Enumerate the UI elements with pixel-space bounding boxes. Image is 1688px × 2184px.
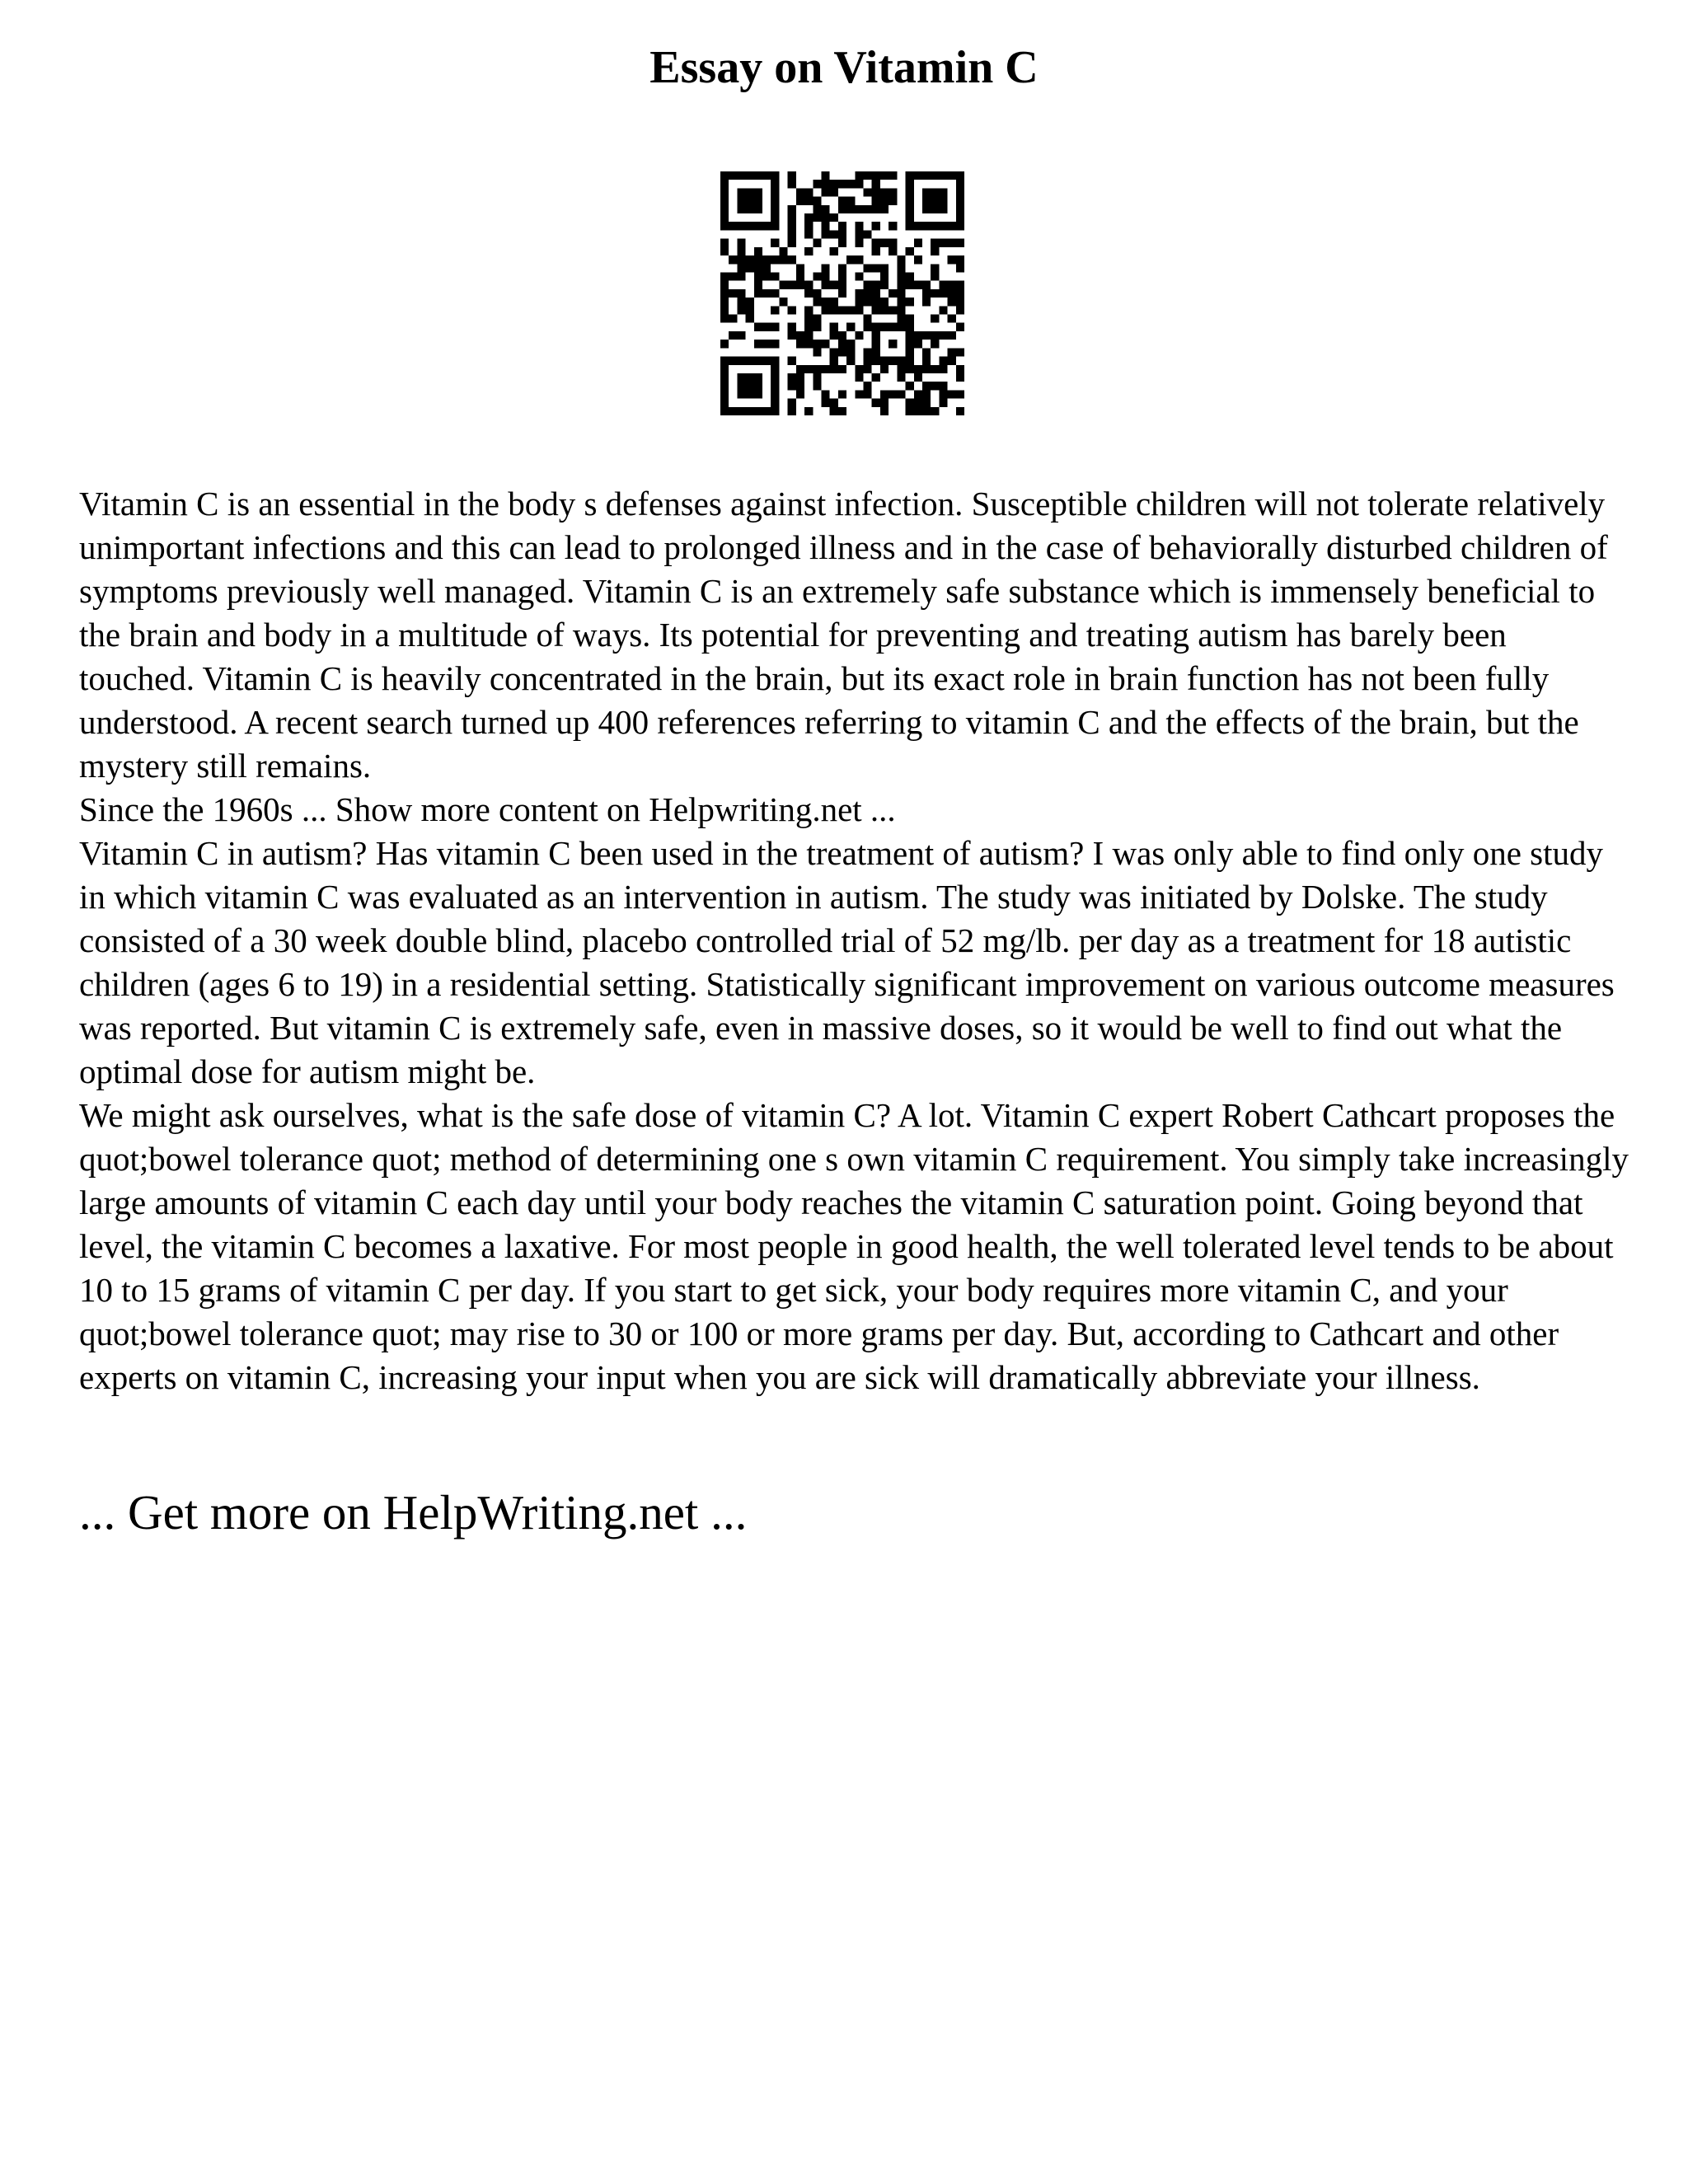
page-title: Essay on Vitamin C xyxy=(649,42,1039,93)
paragraph-intro: Vitamin C is an essential in the body s defenses against infection. Susceptible children will not tolerate relatively unimportant infections and this can lead to prolonged illness and in the case of behaviorally disturbed children of symptoms previously well managed. Vitamin C is an extremely safe substance which is immensely beneficial to the brain and body in a multitude of ways. Its potential for preventing and treating autism has barely been touched. Vitamin C is heavily concentrated in the brain, but its exact role in brain function has not been fully understood. A recent search turned up 400 references referring to vitamin C and the effects of the brain, but the mystery still remains. xyxy=(79,485,1608,785)
paragraph-dose: We might ask ourselves, what is the safe dose of vitamin C? A lot. Vitamin C expert Robert Cathcart proposes the quot;bowel tolerance quot; method of determining one s own vitamin C requirement. You simply take increasingly large amounts of vitamin C each day until your body reaches the vitamin C saturation point. Going beyond that level, the vitamin C becomes a laxative. For most people in good health, the well tolerated level tends to be about 10 to 15 grams of vitamin C per day. If you start to get sick, your body requires more vitamin C, and your quot;bowel tolerance quot; may rise to 30 or 100 or more grams per day. But, according to Cathcart and other experts on vitamin C, increasing your input when you are sick will dramatically abbreviate your illness. xyxy=(79,1096,1629,1396)
qr-code-graphic xyxy=(720,171,964,415)
get-more-link[interactable]: ... Get more on HelpWriting.net ... xyxy=(79,1485,748,1540)
show-more-link[interactable]: Since the 1960s ... Show more content on Helpwriting.net ... xyxy=(79,790,896,828)
qr-code-icon xyxy=(720,171,964,415)
paragraph-autism: Vitamin C in autism? Has vitamin C been used in the treatment of autism? I was only able to find only one study in which vitamin C was evaluated as an intervention in autism. The study was initiated by Dolske. The study consisted of a 30 week double blind, placebo controlled trial of 52 mg/lb. per day as a treatment for 18 autistic children (ages 6 to 19) in a residential setting. Statistically significant improvement on various outcome measures was reported. But vitamin C is extremely safe, even in massive doses, so it would be well to find out what the optimal dose for autism might be. xyxy=(79,834,1615,1090)
essay-body xyxy=(79,482,1629,1399)
